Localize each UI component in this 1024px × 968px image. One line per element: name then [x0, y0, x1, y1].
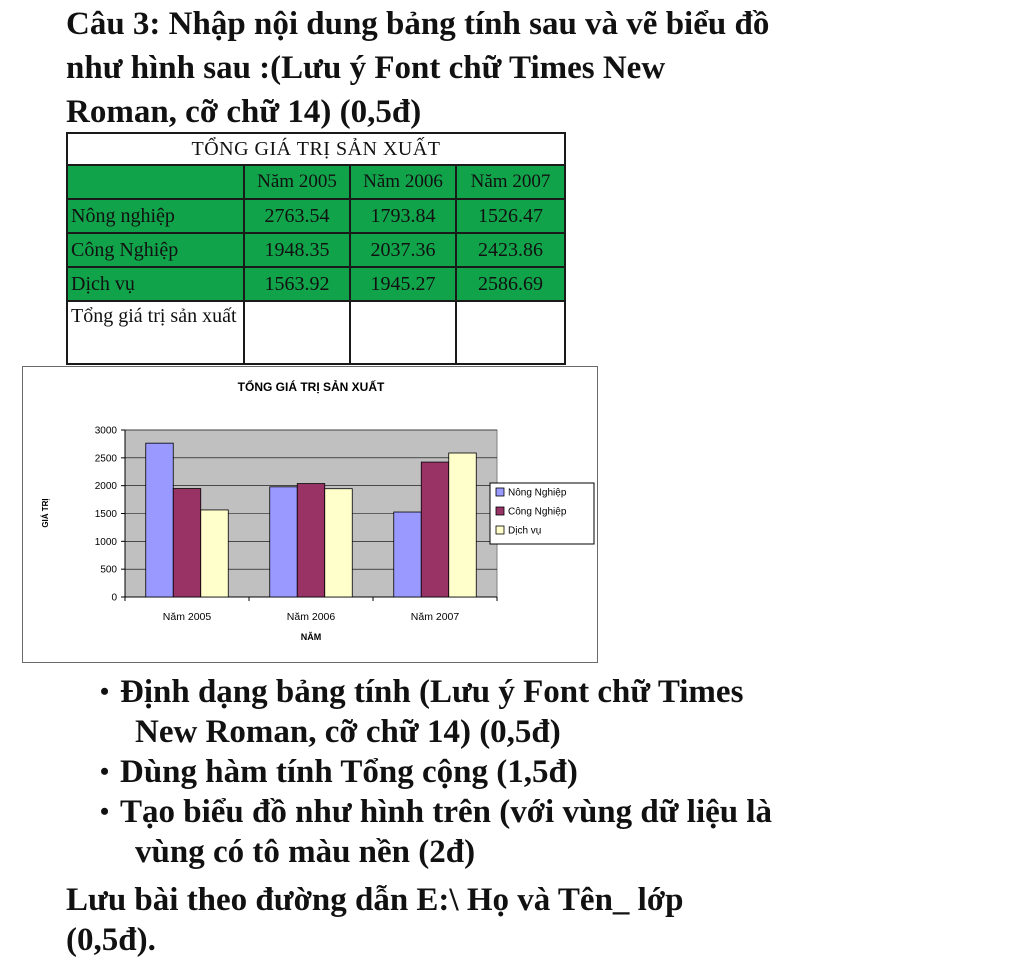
instruction-line: vùng có tô màu nền (2đ)	[135, 834, 476, 870]
question-heading	[66, 2, 946, 134]
table-header-row	[67, 165, 565, 199]
table-cell: 2763.54	[244, 199, 350, 233]
bar	[325, 489, 353, 597]
bar	[173, 489, 201, 597]
heading-line-2: như hình sau :(Lưu ý Font chữ Times New	[66, 50, 666, 86]
column-header-2007: Năm 2007	[456, 165, 565, 199]
table-header-corner	[67, 165, 244, 199]
instruction-list	[100, 672, 900, 872]
y-tick-label: 3000	[94, 425, 117, 437]
legend-label: Nông Nghiệp	[508, 487, 567, 499]
save-instruction	[66, 880, 886, 960]
bar	[270, 487, 298, 597]
total-cell-empty	[350, 301, 456, 364]
table-row-nong-nghiep	[67, 199, 565, 233]
row-label: Dịch vụ	[67, 267, 244, 301]
bar	[421, 462, 449, 597]
y-tick-label: 2000	[94, 481, 117, 493]
table-title: TỔNG GIÁ TRỊ SẢN XUẤT	[67, 133, 565, 165]
legend-swatch	[496, 526, 504, 534]
instruction-item	[100, 792, 900, 872]
y-tick-label: 2500	[94, 453, 117, 465]
footer-line-2: (0,5đ).	[66, 922, 156, 958]
instruction-line: Dùng hàm tính Tổng cộng (1,5đ)	[120, 754, 578, 790]
table-cell: 1526.47	[456, 199, 565, 233]
chart-title: TỔNG GIÁ TRỊ SẢN XUẤT	[237, 380, 385, 394]
y-tick-label: 500	[100, 564, 117, 576]
footer-line-1: Lưu bài theo đường dẫn E:\ Họ và Tên_ lớp	[66, 882, 684, 918]
bar	[394, 512, 422, 597]
table-cell: 2586.69	[456, 267, 565, 301]
table-cell: 2423.86	[456, 233, 565, 267]
instruction-item	[100, 672, 900, 752]
bar-chart	[23, 367, 597, 662]
heading-line-1: Câu 3: Nhập nội dung bảng tính sau và vẽ biểu đồ	[66, 6, 770, 42]
bar	[297, 484, 325, 597]
table-cell: 2037.36	[350, 233, 456, 267]
total-cell-empty	[244, 301, 350, 364]
y-tick-label: 0	[111, 592, 117, 604]
instruction-line: Định dạng bảng tính (Lưu ý Font chữ Times	[120, 674, 744, 710]
x-tick-label: Năm 2006	[286, 611, 336, 623]
bar	[201, 510, 229, 597]
instruction-line: New Roman, cỡ chữ 14) (0,5đ)	[135, 714, 561, 750]
table-row-total	[67, 301, 565, 364]
legend-swatch	[496, 507, 504, 515]
column-header-2006: Năm 2006	[350, 165, 456, 199]
x-tick-label: Năm 2007	[410, 611, 460, 623]
total-cell-empty	[456, 301, 565, 364]
table-row-cong-nghiep	[67, 233, 565, 267]
chart-container	[22, 366, 598, 663]
column-header-2005: Năm 2005	[244, 165, 350, 199]
heading-line-3: Roman, cỡ chữ 14) (0,5đ)	[66, 94, 422, 130]
instruction-line: Tạo biểu đồ như hình trên (với vùng dữ liệu là	[120, 794, 773, 830]
row-label: Công Nghiệp	[67, 233, 244, 267]
row-label: Nông nghiệp	[67, 199, 244, 233]
x-axis-title: NĂM	[300, 632, 322, 642]
bar	[146, 443, 174, 597]
table-cell: 1563.92	[244, 267, 350, 301]
x-tick-label: Năm 2005	[162, 611, 212, 623]
total-label: Tổng giá trị sản xuất	[67, 301, 244, 364]
bar	[449, 453, 477, 597]
y-axis-title: GIÁ TRỊ	[41, 498, 50, 528]
data-table	[66, 132, 566, 365]
table-cell: 1948.35	[244, 233, 350, 267]
table-cell: 1793.84	[350, 199, 456, 233]
legend-label: Công Nghiệp	[508, 506, 567, 518]
legend-swatch	[496, 488, 504, 496]
instruction-item	[100, 752, 900, 792]
legend-label: Dịch vụ	[508, 525, 542, 537]
table-row-dich-vu	[67, 267, 565, 301]
y-tick-label: 1000	[94, 536, 117, 548]
table-cell: 1945.27	[350, 267, 456, 301]
y-tick-label: 1500	[94, 509, 117, 520]
